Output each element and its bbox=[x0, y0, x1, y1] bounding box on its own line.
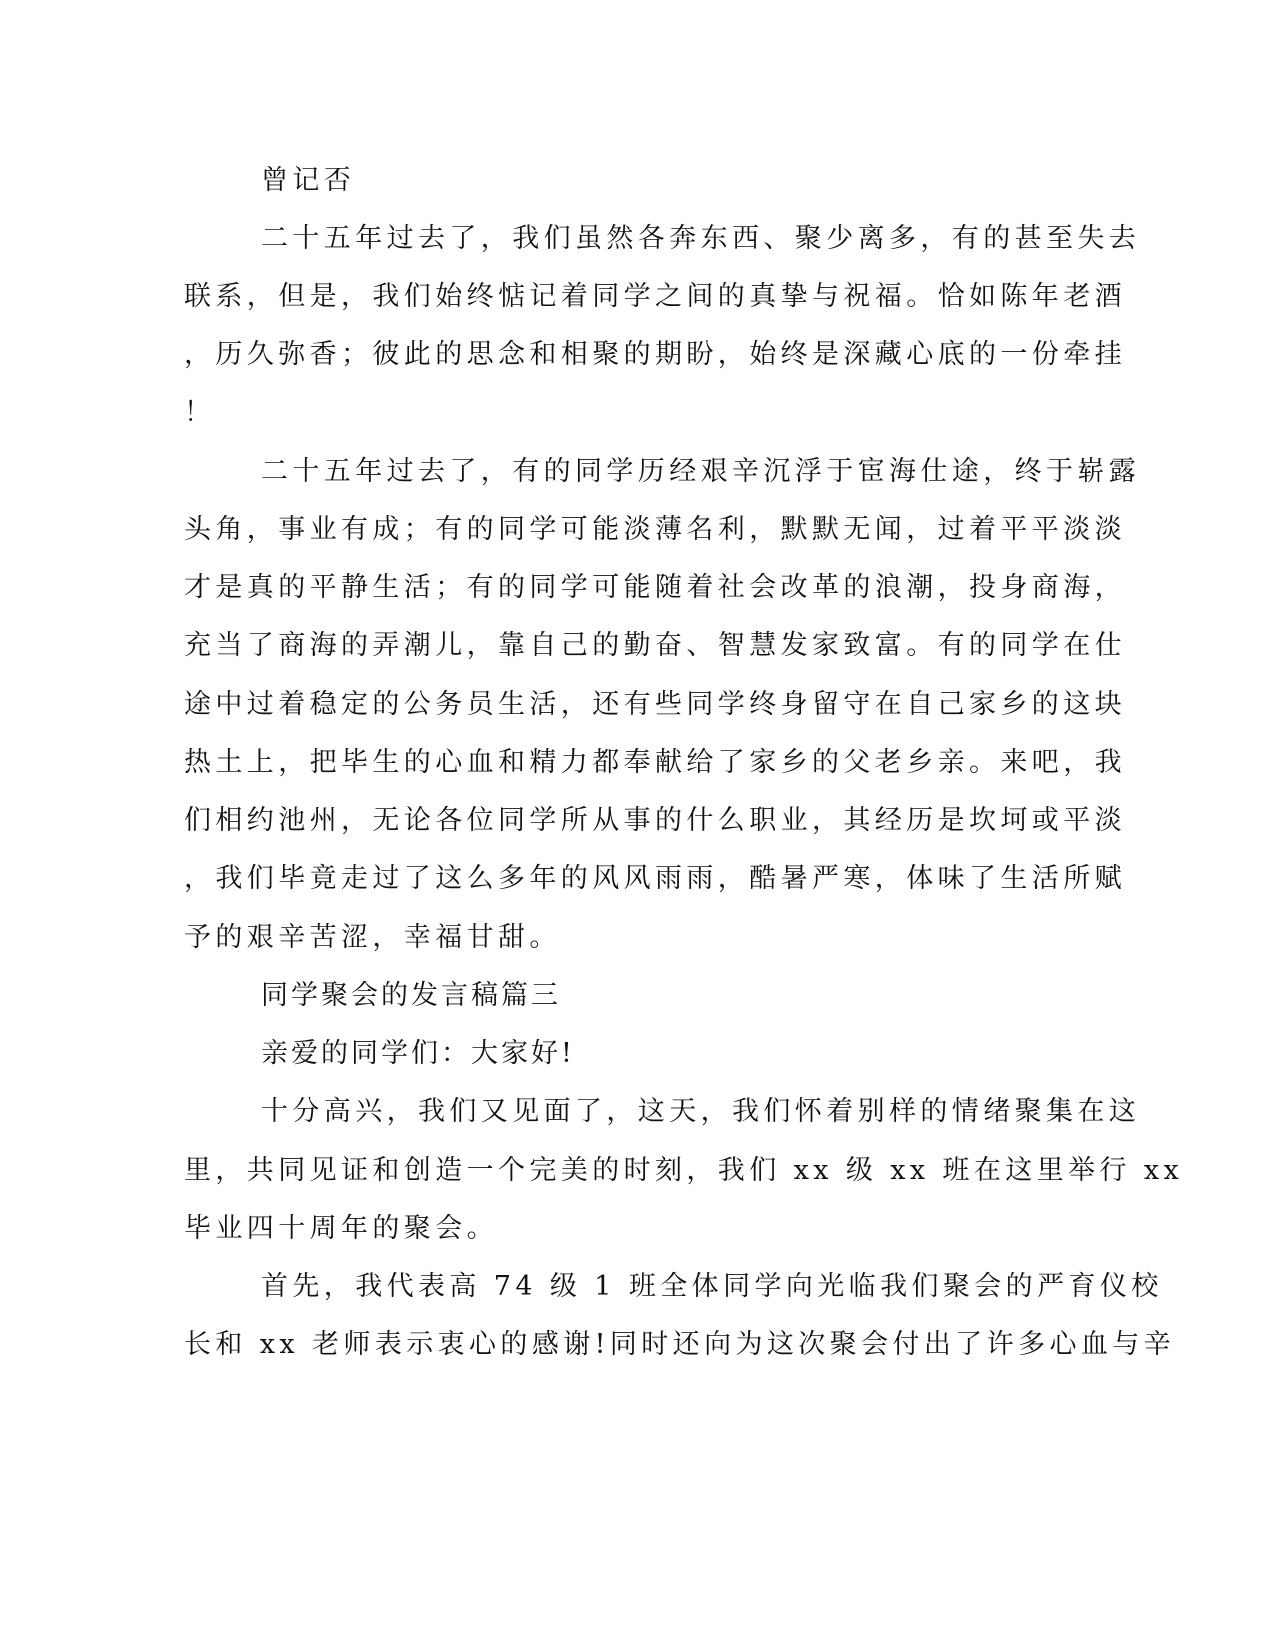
paragraph-line: 们相约池州，无论各位同学所从事的什么职业，其经历是坎坷或平淡 bbox=[184, 805, 1126, 836]
paragraph-line: 毕业四十周年的聚会。 bbox=[184, 1213, 498, 1244]
paragraph-line: 联系，但是，我们始终惦记着同学之间的真挚与祝福。恰如陈年老酒 bbox=[184, 281, 1126, 312]
paragraph-line: 热土上，把毕生的心血和精力都奉献给了家乡的父老乡亲。来吧，我 bbox=[184, 747, 1126, 778]
paragraph-line: 二十五年过去了，有的同学历经艰辛沉浮于宦海仕途，终于崭露 bbox=[261, 456, 1141, 487]
paragraph-line: 里，共同见证和创造一个完美的时刻，我们 xx 级 xx 班在这里举行 xx bbox=[184, 1155, 1184, 1186]
paragraph-line: 长和 xx 老师表示衷心的感谢!同时还向为这次聚会付出了许多心血与辛 bbox=[184, 1329, 1176, 1360]
greeting-line: 亲爱的同学们：大家好! bbox=[261, 1038, 575, 1069]
paragraph-line: 才是真的平静生活；有的同学可能随着社会改革的浪潮，投身商海， bbox=[184, 572, 1126, 603]
paragraph-line: ！ bbox=[184, 397, 216, 428]
paragraph-line: ，历久弥香；彼此的思念和相聚的期盼，始终是深藏心底的一份牵挂 bbox=[184, 339, 1126, 370]
paragraph-line: 二十五年过去了，我们虽然各奔东西、聚少离多，有的甚至失去 bbox=[261, 223, 1141, 254]
paragraph-line: 十分高兴，我们又见面了，这天，我们怀着别样的情绪聚集在这 bbox=[261, 1096, 1141, 1127]
paragraph-line: ，我们毕竟走过了这么多年的风风雨雨，酷暑严寒，体味了生活所赋 bbox=[184, 863, 1126, 894]
paragraph-line: 头角，事业有成；有的同学可能淡薄名利，默默无闻，过着平平淡淡 bbox=[184, 514, 1126, 545]
paragraph-line: 首先，我代表高 74 级 1 班全体同学向光临我们聚会的严育仪校 bbox=[261, 1271, 1163, 1302]
section-heading: 同学聚会的发言稿篇三 bbox=[261, 980, 561, 1011]
paragraph-line: 曾记否 bbox=[261, 165, 356, 196]
paragraph-line: 予的艰辛苦涩，幸福甘甜。 bbox=[184, 922, 561, 953]
paragraph-line: 充当了商海的弄潮儿，靠自己的勤奋、智慧发家致富。有的同学在仕 bbox=[184, 630, 1126, 661]
paragraph-line: 途中过着稳定的公务员生活，还有些同学终身留守在自己家乡的这块 bbox=[184, 689, 1126, 720]
